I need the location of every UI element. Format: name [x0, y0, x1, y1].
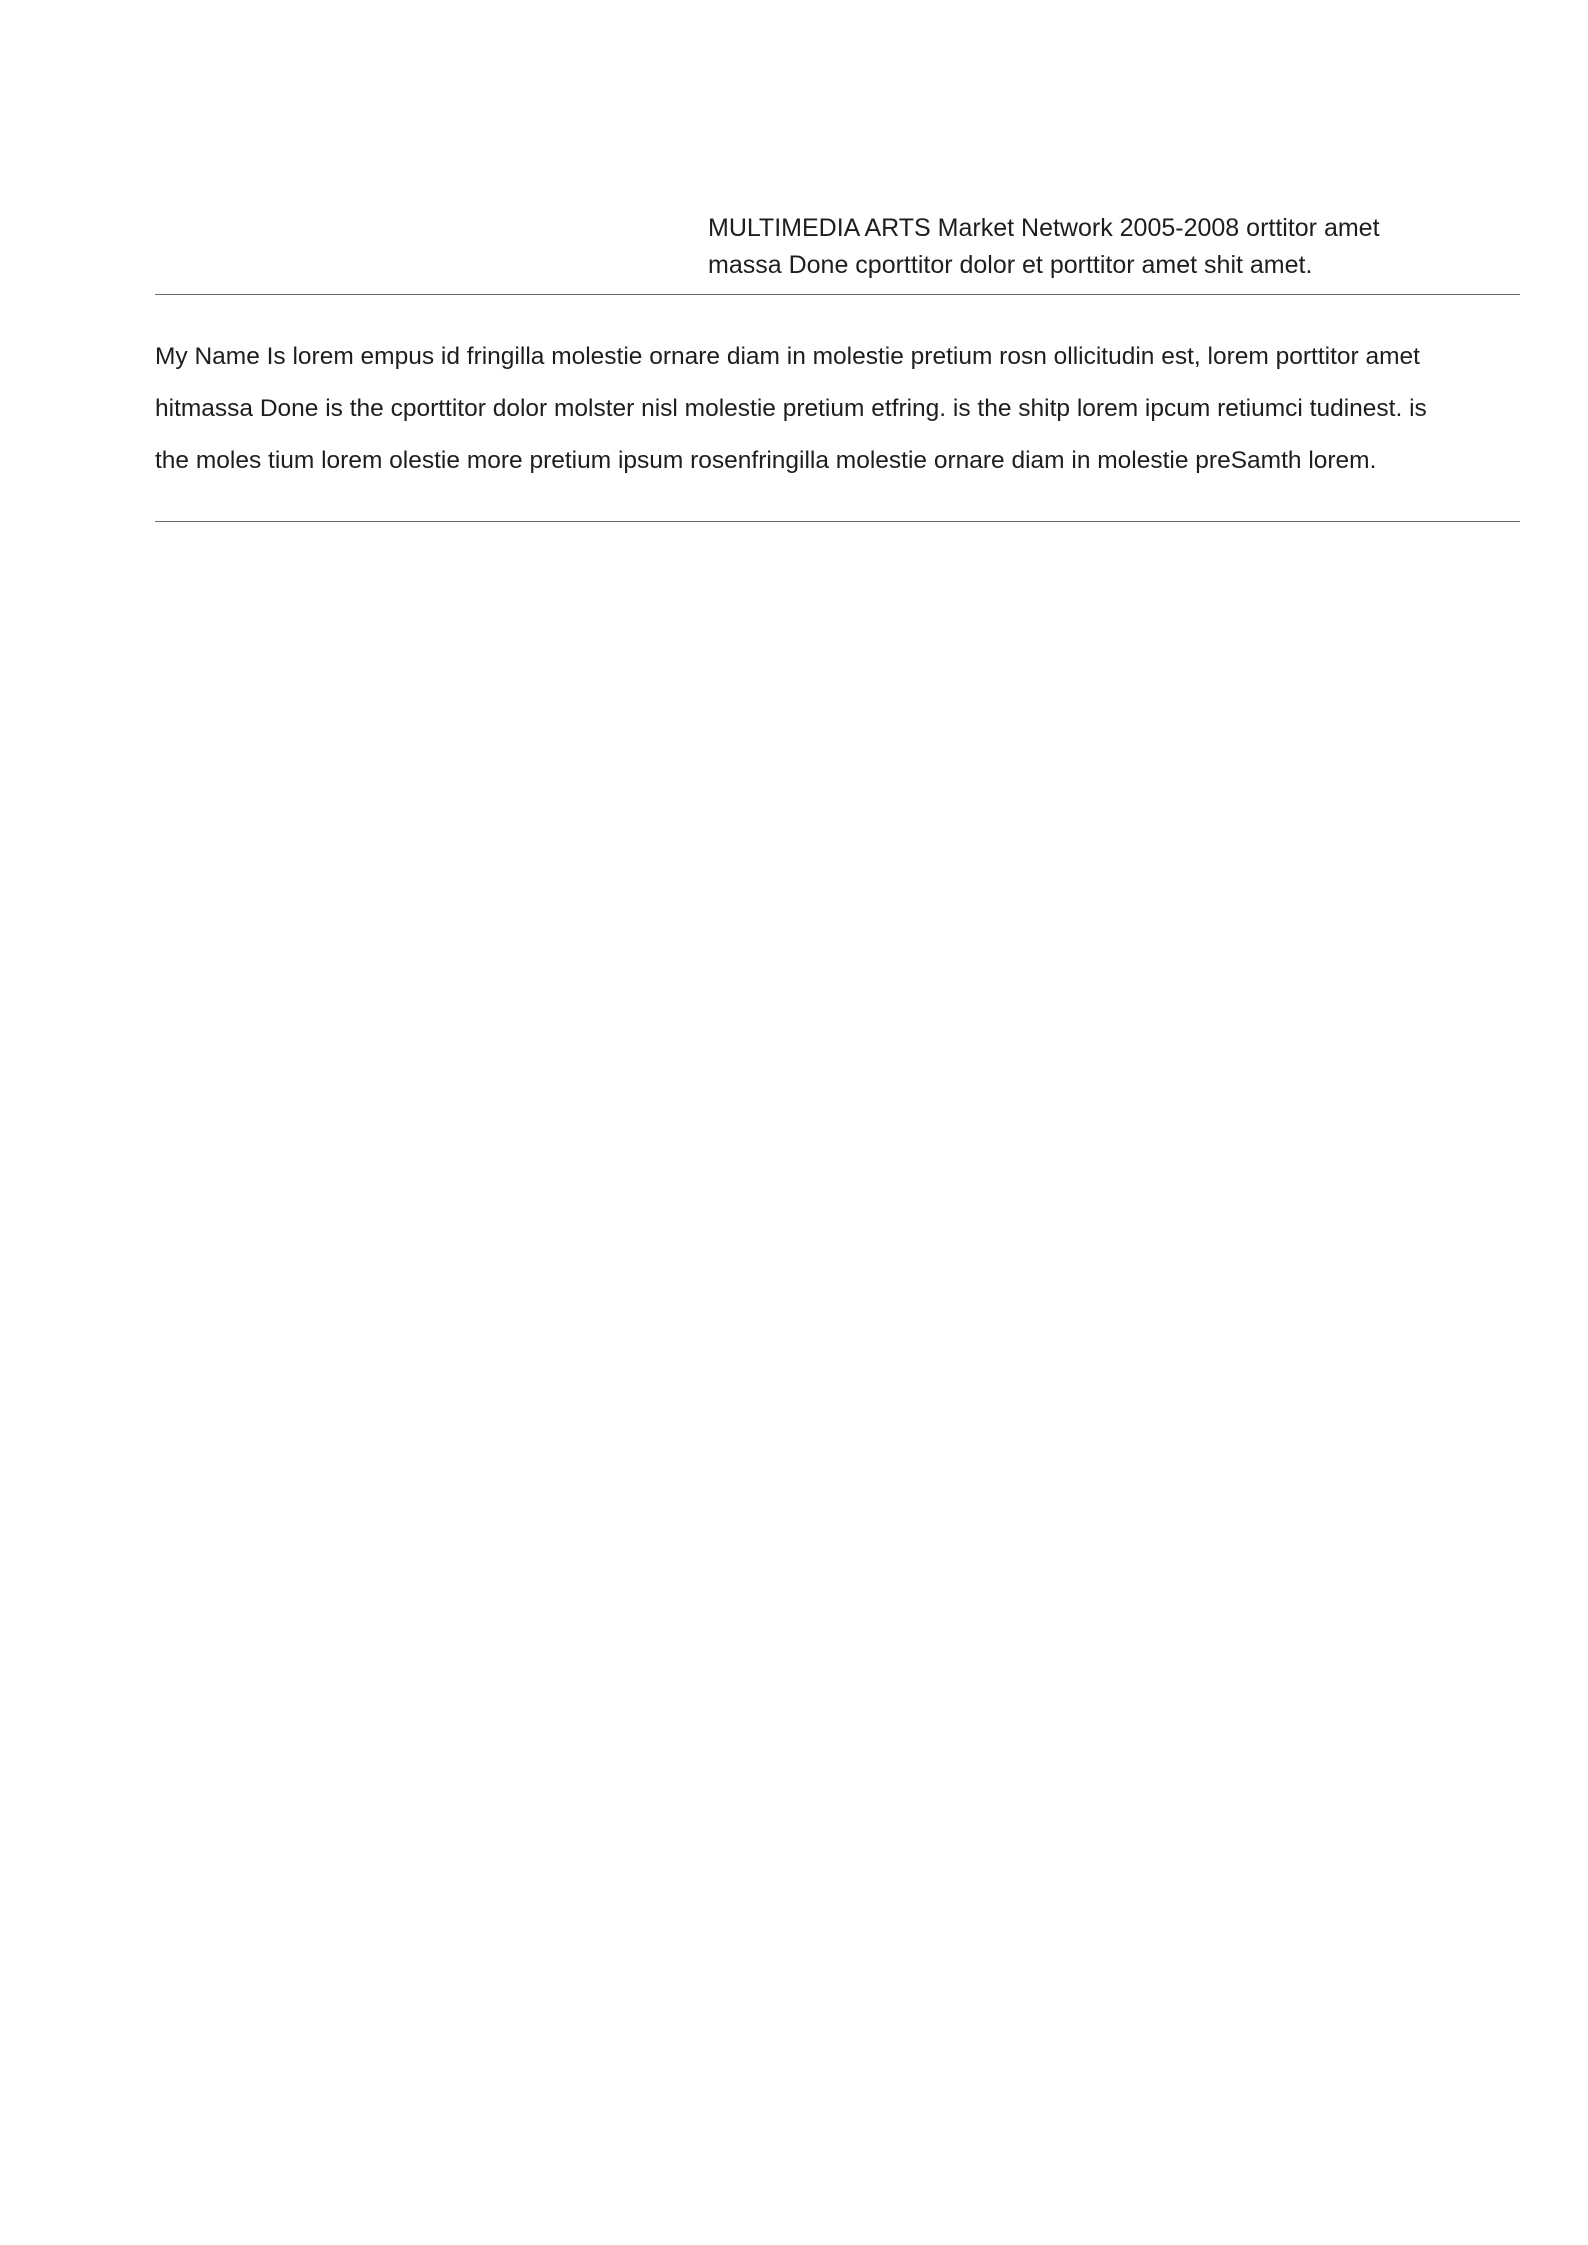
body-line-3: the moles tium lorem olestie more pretium ipsum rosenfringilla molestie ornare diam in molestie preSamth lorem. — [155, 447, 1377, 474]
bottom-divider — [155, 521, 1520, 522]
top-divider — [155, 294, 1520, 295]
body-line-1: My Name Is lorem empus id fringilla molestie ornare diam in molestie pretium rosn ollicitudin est, lorem porttitor amet — [155, 343, 1420, 370]
header-line-1: MULTIMEDIA ARTS Market Network 2005-2008 orttitor amet — [708, 214, 1380, 242]
header-line-2: massa Done cporttitor dolor et porttitor amet shit amet. — [708, 251, 1313, 279]
body-paragraph — [155, 331, 1520, 487]
header-text-block — [708, 210, 1508, 284]
body-line-2: hitmassa Done is the cporttitor dolor molster nisl molestie pretium etfring. is the shitp lorem ipcum retiumci tudinest. is — [155, 395, 1427, 422]
